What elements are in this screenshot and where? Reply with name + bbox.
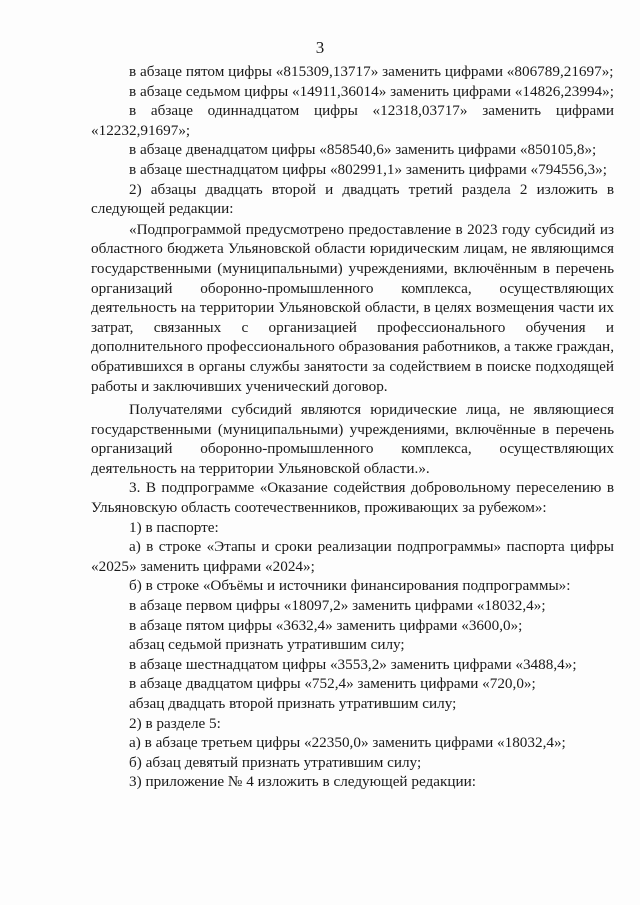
- paragraph: абзац двадцать второй признать утратившим силу;: [129, 695, 457, 712]
- paragraph: 3. В подпрограмме «Оказание содействия добровольному переселению в Ульяновскую область соотечественников, проживающих за рубежом»:: [91, 479, 614, 517]
- paragraph: в абзаце шестнадцатом цифры «3553,2» заменить цифрами «3488,4»;: [129, 655, 577, 673]
- paragraph: в абзаце первом цифры «18097,2» заменить цифрами «18032,4»;: [129, 597, 546, 615]
- paragraph: в абзаце пятом цифры «3632,4» заменить цифрами «3600,0»;: [129, 616, 523, 634]
- paragraph: а) в строке «Этапы и сроки реализации подпрограммы» паспорта цифры «2025» заменить цифрами «2024»;: [91, 538, 614, 575]
- paragraph: в абзаце двадцатом цифры «752,4» заменить цифрами «720,0»;: [129, 675, 536, 693]
- paragraph: б) абзац девятый признать утратившим силу;: [129, 753, 422, 771]
- paragraph: в абзаце пятом цифры «815309,13717» заменить цифрами «806789,21697»;: [129, 63, 614, 80]
- paragraph: 2) абзацы двадцать второй и двадцать третий раздела 2 изложить в следующей редакции:: [91, 180, 614, 218]
- paragraph: а) в абзаце третьем цифры «22350,0» заменить цифрами «18032,4»;: [129, 734, 566, 752]
- paragraph: в абзаце седьмом цифры «14911,36014» заменить цифрами «14826,23994»;: [129, 82, 614, 100]
- paragraph: 3) приложение № 4 изложить в следующей редакции:: [129, 773, 476, 791]
- paragraph: в абзаце шестнадцатом цифры «802991,1» заменить цифрами «794556,3»;: [129, 160, 607, 178]
- paragraph: абзац седьмой признать утратившим силу;: [129, 636, 405, 654]
- paragraph: в абзаце двенадцатом цифры «858540,6» заменить цифрами «850105,8»;: [129, 141, 597, 159]
- quoted-text-block: [91, 220, 614, 479]
- quoted-paragraph: Получателями субсидий являются юридические лица, не являющиеся государственными (муниципальными) учреждениями, включённые в перечень организаций оборонно-промышленного комплекса, осуществляющих деятельность на территории Ульяновской области.».: [91, 401, 614, 477]
- paragraph: б) в строке «Объёмы и источники финансирования подпрограммы»:: [129, 577, 571, 595]
- paragraph: 1) в паспорте:: [129, 518, 219, 536]
- document-body: [91, 62, 614, 792]
- quoted-paragraph: «Подпрограммой предусмотрено предоставление в 2023 году субсидий из областного бюджета Ульяновской области юридическим лицам, не являющимся государственными (муниципальными) учреждениями, включённым в перечень организаций оборонно-промышленного комплекса, осуществляющих деятельность на территории Ульяновской области, в целях возмещения части их затрат, связанных с организацией профессионального обучения и дополнительного профессионального образования работников, а также граждан, обратившихся в органы службы занятости за содействием в поиске подходящей работы и заключивших ученический договор.: [91, 220, 614, 395]
- paragraph: в абзаце одиннадцатом цифры «12318,03717» заменить цифрами «12232,91697»;: [91, 102, 614, 139]
- page-number: 3: [315, 38, 325, 57]
- paragraph: 2) в разделе 5:: [129, 714, 221, 732]
